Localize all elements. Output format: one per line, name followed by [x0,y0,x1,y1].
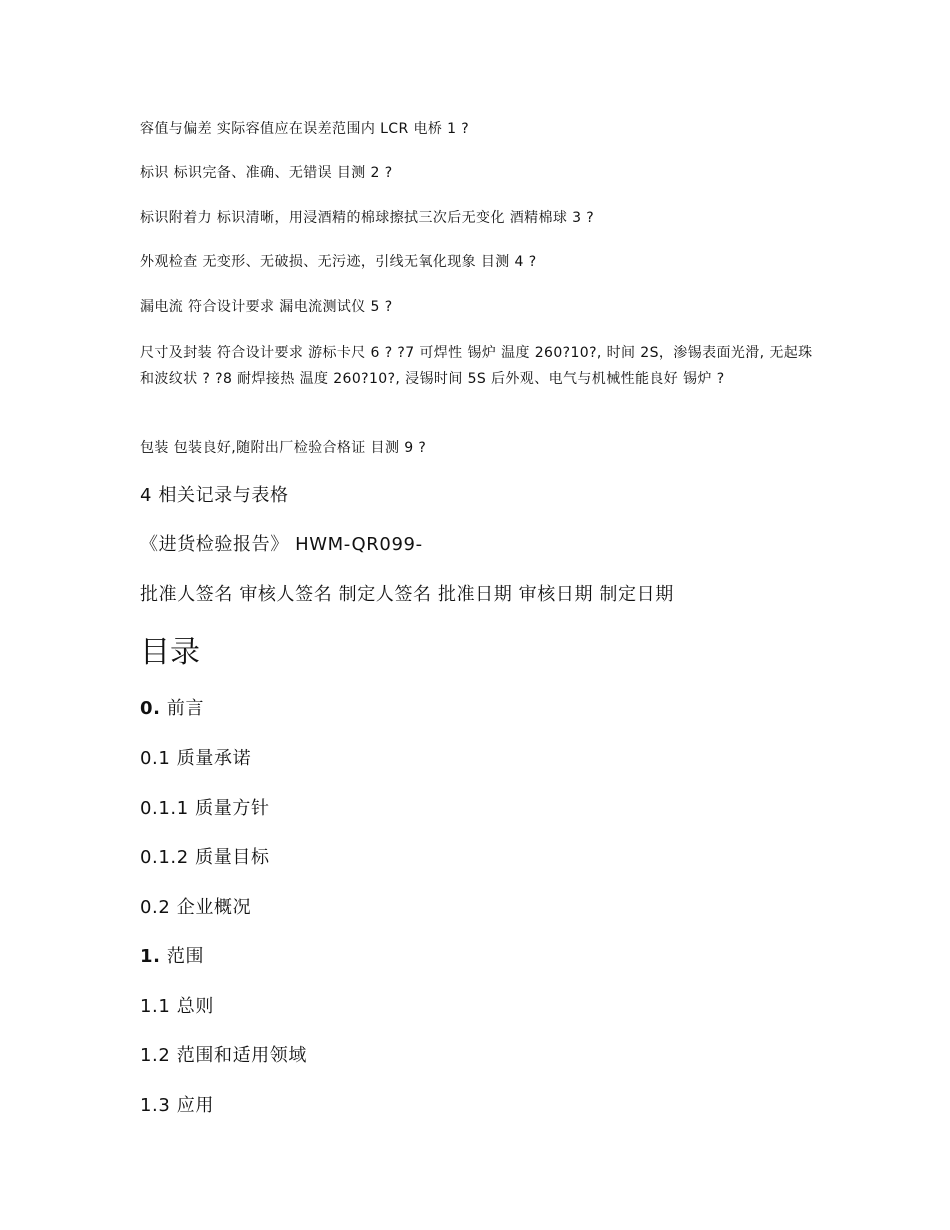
toc-entry[interactable] [140,845,270,871]
signature-line: 批准人签名 审核人签名 制定人签名 批准日期 审核日期 制定日期 [140,584,674,605]
toc-entry[interactable] [140,696,204,722]
toc-entry-number: 1.1 [140,996,171,1017]
toc-entry-text: 质量目标 [195,847,270,868]
toc-entry-text: 范围 [166,946,205,967]
toc-entry-number: 0.1 [140,748,171,769]
toc-entry[interactable] [140,944,204,970]
toc-entry-text: 前言 [166,698,205,719]
toc-entry-number: 0.1.1 [140,798,189,819]
toc-title: 目录 [140,635,200,670]
records-heading: 4 相关记录与表格 [140,485,289,506]
toc-entry-text: 质量方针 [195,798,270,819]
toc-entry-text: 总则 [176,996,214,1017]
toc-entry-number: 1.3 [140,1095,171,1116]
toc-entry-number: 0. [140,698,161,719]
inspection-item-dimensions-solderability: 尺寸及封装 符合设计要求 游标卡尺 6 ? ?7 可焊性 锡炉 温度 260?10?, 时间 2S，渗锡表面光滑, 无起珠和波纹状 ? ?8 耐焊接热 温度 260?10?, 浸锡时间 5S 后外观、电气与机械性能良好 锡炉 ? [140,345,813,387]
toc-entry[interactable] [140,994,214,1020]
toc-entry-text: 质量承诺 [176,748,252,769]
toc-entry[interactable] [140,1093,214,1119]
toc-entry[interactable] [140,1043,307,1069]
report-reference: 《进货检验报告》 HWM-QR099- [140,534,423,555]
inspection-item-packaging: 包装 包装良好,随附出厂检验合格证 目测 9 ? [140,440,427,456]
inspection-item-leakage-current: 漏电流 符合设计要求 漏电流测试仪 5 ? [140,299,393,315]
toc-entry-number: 0.1.2 [140,847,189,868]
toc-entry[interactable] [140,796,270,822]
toc-entry-text: 应用 [176,1095,214,1116]
toc-entry[interactable] [140,895,251,921]
inspection-item-appearance: 外观检查 无变形、无破损、无污迹，引线无氧化现象 目测 4 ? [140,254,537,270]
toc-entry-text: 范围和适用领域 [176,1045,307,1066]
inspection-item-marking-adhesion: 标识附着力 标识清晰，用浸酒精的棉球擦拭三次后无变化 酒精棉球 3 ? [140,210,595,226]
toc-entry-number: 0.2 [140,897,171,918]
inspection-item-capacitance: 容值与偏差 实际容值应在误差范围内 LCR 电桥 1 ? [140,121,470,137]
toc-entry-number: 1.2 [140,1045,171,1066]
toc-entry[interactable] [140,746,251,772]
toc-entry-text: 企业概况 [176,897,252,918]
toc-entry-number: 1. [140,946,161,967]
inspection-item-marking: 标识 标识完备、准确、无错误 目测 2 ? [140,165,393,181]
